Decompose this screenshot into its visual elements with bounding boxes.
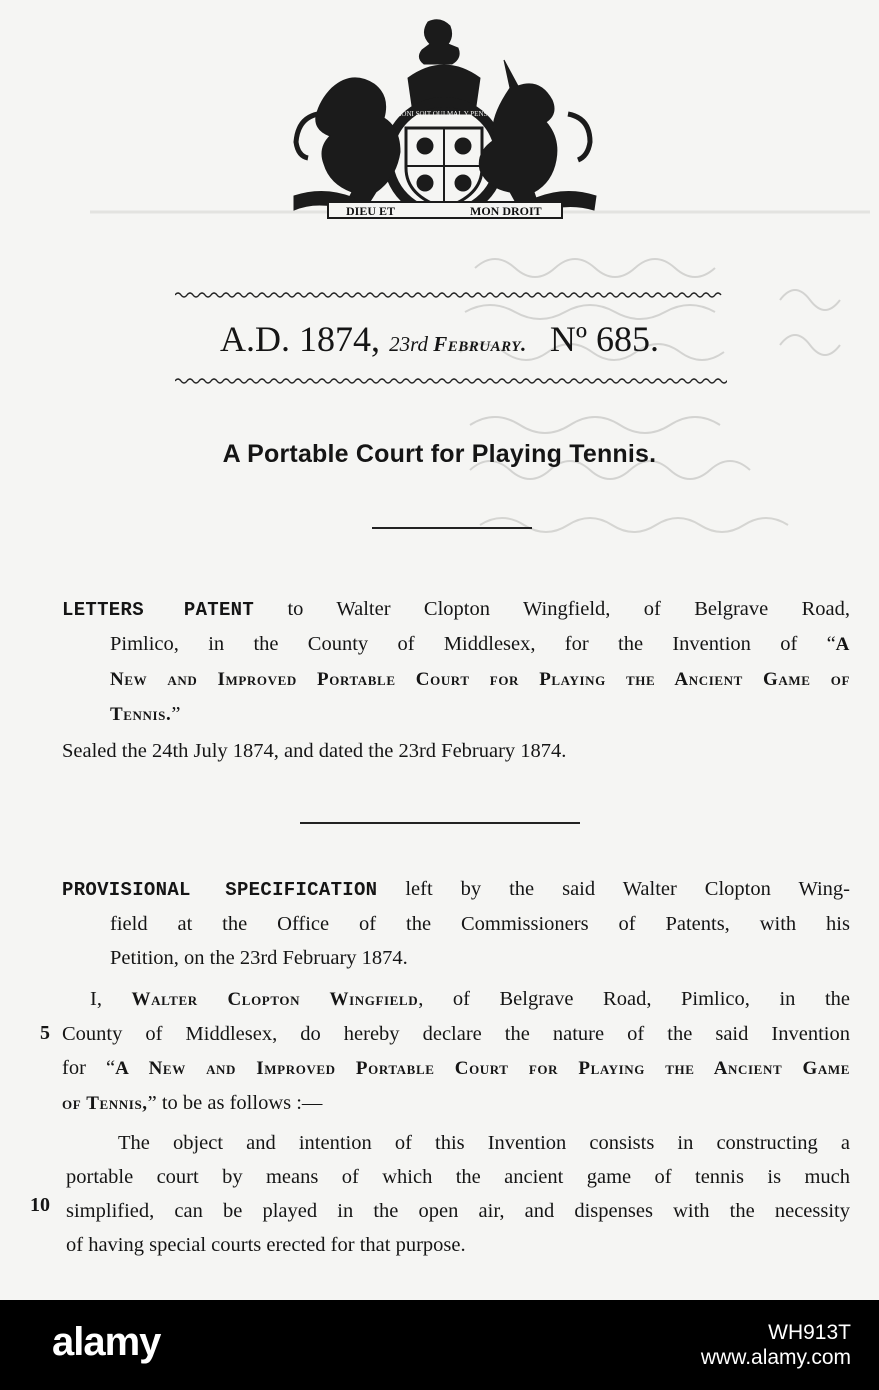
filing-date: [389, 332, 527, 356]
provisional-line-3: [110, 941, 850, 975]
document-title: A Portable Court for Playing Tennis.: [222, 440, 657, 468]
alamy-logo: alamy: [52, 1320, 161, 1364]
object-paragraph: [66, 1126, 850, 1262]
sealed-text: Sealed the 24th July 1874, and dated the 23rd February 1874.: [62, 740, 567, 762]
letters-text-4: ”: [171, 703, 181, 725]
object-line-1: [118, 1126, 850, 1160]
letters-line-1: [62, 592, 850, 627]
stock-image-id: [701, 1320, 851, 1370]
declaration-line-2: [62, 1017, 850, 1051]
declaration-paragraph: [62, 982, 850, 1121]
image-id: WH913T: [768, 1321, 851, 1344]
declaration-text-4b: ” to be as follows :—: [147, 1092, 323, 1114]
object-text-2: portable court by means of which the ancient game of tennis is much: [66, 1166, 850, 1188]
patent-number: Nº 685.: [549, 319, 660, 359]
provisional-line-1: [62, 872, 850, 907]
declaration-sc-4: of Tennis,: [62, 1093, 148, 1114]
line-number-5: 5: [40, 1022, 50, 1044]
letters-patent-lead: LETTERS PATENT: [62, 599, 255, 621]
letters-patent-paragraph: [62, 592, 850, 732]
letters-line-3: [110, 662, 850, 697]
object-line-3: [66, 1194, 850, 1228]
line-number-10: 10: [30, 1194, 50, 1216]
provisional-lead: PROVISIONAL SPECIFICATION: [62, 879, 378, 901]
patent-header: [0, 318, 879, 362]
declaration-text-2: County of Middlesex, do hereby declare the nature of the said Invention: [62, 1023, 850, 1045]
motto-left: DIEU ET: [346, 204, 396, 218]
site-url: www.alamy.com: [700, 1346, 851, 1369]
declaration-text-1a: I,: [90, 988, 132, 1010]
declaration-text-1b: , of Belgrave Road, Pimlico, in the: [418, 988, 851, 1010]
divider-short: [372, 527, 532, 529]
letters-text-2: Pimlico, in the County of Middlesex, for the Invention of “: [110, 633, 836, 655]
divider-long: [300, 822, 580, 824]
wavy-rule-top: [175, 290, 727, 300]
provisional-line-2: [110, 907, 850, 941]
date-month: February.: [433, 332, 527, 356]
declaration-text-3a: for “: [62, 1057, 116, 1079]
letters-sc-3: New and Improved Portable Court for Playing the Ancient Game of: [110, 669, 850, 690]
letters-sc-2: A: [835, 634, 850, 655]
declaration-line-4: [62, 1086, 850, 1121]
date-day: 23rd: [389, 332, 428, 356]
provisional-text-1: left by the said Walter Clopton Wing-: [377, 878, 850, 900]
declaration-line-3: [62, 1051, 850, 1086]
object-text-1: The object and intention of this Invention consists in constructing a: [118, 1132, 850, 1154]
declaration-sc-1: Walter Clopton Wingfield: [131, 989, 419, 1010]
object-text-4: of having special courts erected for that purpose.: [66, 1234, 466, 1256]
declaration-line-1: [90, 982, 850, 1017]
sealed-line: [62, 734, 850, 768]
provisional-paragraph: [62, 872, 850, 975]
provisional-text-3: Petition, on the 23rd February 1874.: [110, 947, 408, 969]
declaration-sc-3: A New and Improved Portable Court for Playing the Ancient Game: [115, 1058, 850, 1079]
object-line-4: [66, 1228, 850, 1262]
object-text-3: simplified, can be played in the open air, and dispenses with the necessity: [66, 1200, 850, 1222]
garter-motto: HONI SOIT QUI MAL Y PENSE: [396, 110, 492, 118]
letters-line-2: [110, 627, 850, 662]
year-label: A.D. 1874,: [219, 319, 380, 359]
wavy-rule-bottom: [175, 376, 727, 386]
provisional-text-2: field at the Office of the Commissioners of Patents, with his: [110, 913, 850, 935]
royal-coat-of-arms: [288, 18, 602, 224]
letters-sc-4: Tennis.: [110, 704, 172, 725]
letters-text-1: to Walter Clopton Wingfield, of Belgrave Road,: [254, 598, 850, 620]
letters-line-4: [110, 697, 850, 732]
object-line-2: [66, 1160, 850, 1194]
motto-right: MON DROIT: [470, 204, 542, 218]
